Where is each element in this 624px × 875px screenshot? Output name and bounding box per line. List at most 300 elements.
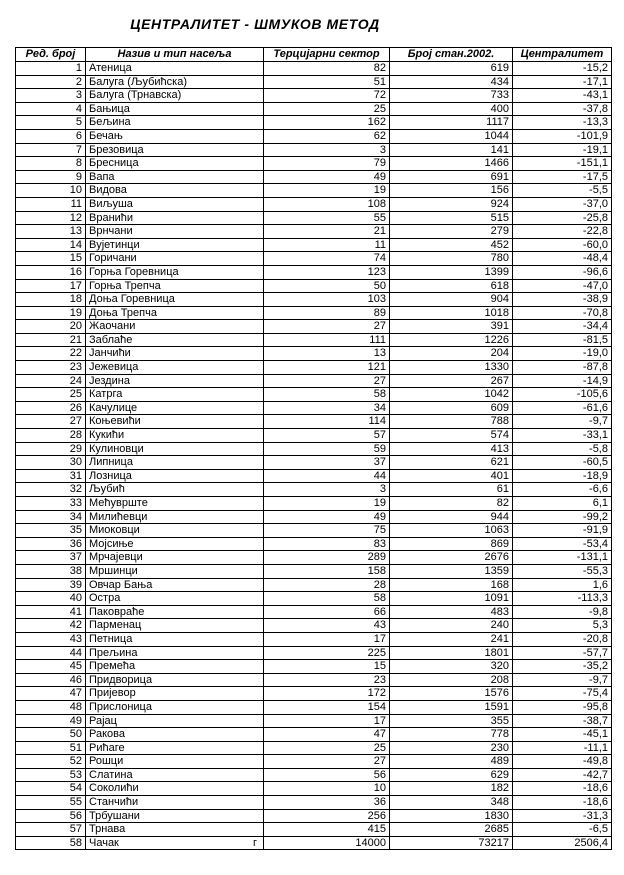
centrality-value: 1,6: [513, 578, 612, 592]
settlement-name: Остра: [89, 592, 121, 605]
tertiary-sector-value: 66: [264, 605, 390, 619]
table-row: [16, 293, 612, 307]
centrality-value: -37,8: [513, 102, 612, 116]
tertiary-sector-value: 43: [264, 619, 390, 633]
settlement-name: Прељина: [89, 646, 138, 659]
table-row: [16, 592, 612, 606]
settlement-name: Бресница: [89, 157, 139, 170]
settlement-name-cell: [86, 605, 264, 619]
centrality-value: -42,7: [513, 768, 612, 782]
settlement-name-cell: [86, 320, 264, 334]
tertiary-sector-value: 47: [264, 728, 390, 742]
population-value: 1117: [390, 116, 513, 130]
row-number: 39: [16, 578, 86, 592]
population-value: 619: [390, 62, 513, 76]
centrality-value: -31,3: [513, 809, 612, 823]
tertiary-sector-value: 172: [264, 687, 390, 701]
row-number: 58: [16, 836, 86, 850]
row-number: 9: [16, 170, 86, 184]
population-value: 1591: [390, 700, 513, 714]
row-number: 35: [16, 524, 86, 538]
tertiary-sector-value: 256: [264, 809, 390, 823]
row-number: 15: [16, 252, 86, 266]
settlement-name-cell: [86, 184, 264, 198]
centrality-value: -6,6: [513, 483, 612, 497]
table-row: [16, 809, 612, 823]
population-value: 778: [390, 728, 513, 742]
tertiary-sector-value: 13: [264, 347, 390, 361]
row-number: 5: [16, 116, 86, 130]
centrality-value: -37,0: [513, 197, 612, 211]
settlement-name: Горња Горевница: [89, 265, 179, 278]
settlement-name: Лозница: [89, 469, 132, 482]
row-number: 40: [16, 592, 86, 606]
population-value: 241: [390, 632, 513, 646]
centrality-value: -91,9: [513, 524, 612, 538]
row-number: 53: [16, 768, 86, 782]
row-number: 19: [16, 306, 86, 320]
population-value: 355: [390, 714, 513, 728]
settlement-name-cell: [86, 75, 264, 89]
table-row: [16, 578, 612, 592]
header-centrality: Централитет: [513, 48, 612, 62]
table-row: [16, 143, 612, 157]
centrality-value: -60,0: [513, 238, 612, 252]
header-settlement: Назив и тип насеља: [86, 48, 264, 62]
tertiary-sector-value: 51: [264, 75, 390, 89]
settlement-name: Соколиħи: [89, 782, 139, 795]
table-row: [16, 741, 612, 755]
centrality-value: -22,8: [513, 225, 612, 239]
row-number: 18: [16, 293, 86, 307]
centrality-value: -113,3: [513, 592, 612, 606]
centrality-value: -14,9: [513, 374, 612, 388]
population-value: 1830: [390, 809, 513, 823]
page-title: ЦЕНТРАЛИТЕТ - ШМУКОВ МЕТОД: [130, 16, 380, 32]
centrality-value: -38,7: [513, 714, 612, 728]
settlement-name: Горња Трепча: [89, 279, 161, 292]
settlement-type-note: г: [252, 836, 257, 849]
centrality-value: -9,7: [513, 415, 612, 429]
table-row: [16, 497, 612, 511]
header-number: Ред. број: [16, 48, 86, 62]
settlement-name-cell: [86, 333, 264, 347]
settlement-name-cell: [86, 469, 264, 483]
header-tertiary-sector: Терцијарни сектор: [264, 48, 390, 62]
tertiary-sector-value: 82: [264, 62, 390, 76]
tertiary-sector-value: 79: [264, 157, 390, 171]
tertiary-sector-value: 49: [264, 510, 390, 524]
settlement-name-cell: [86, 170, 264, 184]
centrality-value: -13,3: [513, 116, 612, 130]
table-row: [16, 333, 612, 347]
settlement-name-cell: [86, 483, 264, 497]
row-number: 6: [16, 129, 86, 143]
population-value: 452: [390, 238, 513, 252]
settlement-name: Вапа: [89, 170, 115, 183]
tertiary-sector-value: 23: [264, 673, 390, 687]
settlement-name-cell: [86, 660, 264, 674]
settlement-name: Станчиħи: [89, 796, 139, 809]
centrality-value: -25,8: [513, 211, 612, 225]
row-number: 37: [16, 551, 86, 565]
population-value: 279: [390, 225, 513, 239]
settlement-name-cell: [86, 687, 264, 701]
population-value: 240: [390, 619, 513, 633]
settlement-name-cell: [86, 388, 264, 402]
table-row: [16, 238, 612, 252]
population-value: 204: [390, 347, 513, 361]
settlement-name-cell: [86, 728, 264, 742]
table-row: [16, 388, 612, 402]
table-row: [16, 605, 612, 619]
settlement-name: Парменац: [89, 619, 142, 632]
table-row: [16, 728, 612, 742]
centrality-value: -19,0: [513, 347, 612, 361]
row-number: 22: [16, 347, 86, 361]
population-value: 629: [390, 768, 513, 782]
tertiary-sector-value: 44: [264, 469, 390, 483]
row-number: 1: [16, 62, 86, 76]
settlement-name: Горичани: [89, 252, 137, 265]
tertiary-sector-value: 19: [264, 184, 390, 198]
settlement-name-cell: [86, 537, 264, 551]
row-number: 10: [16, 184, 86, 198]
population-value: 400: [390, 102, 513, 116]
settlement-name-cell: [86, 619, 264, 633]
row-number: 23: [16, 361, 86, 375]
table-row: [16, 415, 612, 429]
settlement-name: Прислоница: [89, 700, 152, 713]
settlement-name: Рајац: [89, 714, 117, 727]
centrality-value: -99,2: [513, 510, 612, 524]
settlement-name-cell: [86, 524, 264, 538]
centrality-value: -18,9: [513, 469, 612, 483]
centrality-value: -45,1: [513, 728, 612, 742]
row-number: 21: [16, 333, 86, 347]
tertiary-sector-value: 74: [264, 252, 390, 266]
population-value: 489: [390, 755, 513, 769]
table-row: [16, 632, 612, 646]
table-row: [16, 89, 612, 103]
table-row: [16, 469, 612, 483]
centrality-value: -5,8: [513, 442, 612, 456]
population-value: 609: [390, 401, 513, 415]
tertiary-sector-value: 3: [264, 483, 390, 497]
row-number: 43: [16, 632, 86, 646]
row-number: 45: [16, 660, 86, 674]
tertiary-sector-value: 114: [264, 415, 390, 429]
centrality-value: -43,1: [513, 89, 612, 103]
tertiary-sector-value: 49: [264, 170, 390, 184]
tertiary-sector-value: 11: [264, 238, 390, 252]
settlement-name-cell: [86, 809, 264, 823]
settlement-name: Жаочани: [89, 320, 136, 333]
settlement-name-cell: [86, 768, 264, 782]
tertiary-sector-value: 37: [264, 456, 390, 470]
row-number: 44: [16, 646, 86, 660]
row-number: 2: [16, 75, 86, 89]
table-row: [16, 62, 612, 76]
tertiary-sector-value: 28: [264, 578, 390, 592]
settlement-name: Доња Трепча: [89, 306, 157, 319]
population-value: 691: [390, 170, 513, 184]
table-row: [16, 306, 612, 320]
centrality-value: -49,8: [513, 755, 612, 769]
row-number: 56: [16, 809, 86, 823]
settlement-name: Атеница: [89, 62, 132, 74]
table-row: [16, 755, 612, 769]
row-number: 30: [16, 456, 86, 470]
population-value: 401: [390, 469, 513, 483]
settlement-name: Миоковци: [89, 524, 140, 537]
settlement-name-cell: [86, 252, 264, 266]
tertiary-sector-value: 415: [264, 823, 390, 837]
table-row: [16, 170, 612, 184]
header-population-2002: Број стан.2002.: [390, 48, 513, 62]
centrality-value: -9,8: [513, 605, 612, 619]
centrality-value: 2506,4: [513, 836, 612, 850]
table-row: [16, 225, 612, 239]
row-number: 50: [16, 728, 86, 742]
settlement-name-cell: [86, 401, 264, 415]
population-value: 73217: [390, 836, 513, 850]
table-row: [16, 796, 612, 810]
population-value: 1330: [390, 361, 513, 375]
population-value: 2685: [390, 823, 513, 837]
table-row: [16, 252, 612, 266]
settlement-name: Бањица: [89, 102, 130, 115]
settlement-name: Јездина: [89, 374, 130, 387]
population-value: 208: [390, 673, 513, 687]
population-value: 82: [390, 497, 513, 511]
settlement-name: Кулиновци: [89, 442, 144, 455]
centrality-table: [15, 47, 612, 850]
population-value: 1801: [390, 646, 513, 660]
tertiary-sector-value: 158: [264, 564, 390, 578]
centrality-value: -53,4: [513, 537, 612, 551]
settlement-name-cell: [86, 497, 264, 511]
centrality-value: -60,5: [513, 456, 612, 470]
table-row: [16, 320, 612, 334]
row-number: 34: [16, 510, 86, 524]
centrality-value: -87,8: [513, 361, 612, 375]
centrality-value: -5,5: [513, 184, 612, 198]
row-number: 8: [16, 157, 86, 171]
population-value: 1063: [390, 524, 513, 538]
table-row: [16, 197, 612, 211]
table-row: [16, 700, 612, 714]
settlement-name-cell: [86, 782, 264, 796]
settlement-name-cell: [86, 265, 264, 279]
population-value: 621: [390, 456, 513, 470]
settlement-name: Коњевиħи: [89, 415, 141, 428]
table-row: [16, 442, 612, 456]
row-number: 25: [16, 388, 86, 402]
centrality-value: -19,1: [513, 143, 612, 157]
settlement-name-cell: [86, 836, 264, 850]
tertiary-sector-value: 154: [264, 700, 390, 714]
table-row: [16, 456, 612, 470]
tertiary-sector-value: 289: [264, 551, 390, 565]
settlement-name: Катрга: [89, 388, 123, 401]
centrality-value: -6,5: [513, 823, 612, 837]
row-number: 48: [16, 700, 86, 714]
settlement-name-cell: [86, 293, 264, 307]
settlement-name: Бељина: [89, 116, 131, 129]
settlement-name-cell: [86, 238, 264, 252]
settlement-name: Придворица: [89, 673, 153, 686]
centrality-value: -81,5: [513, 333, 612, 347]
settlement-name: Доња Горевница: [89, 293, 175, 306]
table-row: [16, 524, 612, 538]
tertiary-sector-value: 25: [264, 741, 390, 755]
tertiary-sector-value: 108: [264, 197, 390, 211]
settlement-name-cell: [86, 347, 264, 361]
settlement-name: Јежевица: [89, 361, 139, 374]
centrality-value: -17,5: [513, 170, 612, 184]
centrality-value: -70,8: [513, 306, 612, 320]
table-row: [16, 646, 612, 660]
settlement-name-cell: [86, 116, 264, 130]
table-row: [16, 347, 612, 361]
table-row: [16, 619, 612, 633]
settlement-name: Пријевор: [89, 687, 136, 700]
settlement-name-cell: [86, 306, 264, 320]
table-row: [16, 483, 612, 497]
tertiary-sector-value: 89: [264, 306, 390, 320]
tertiary-sector-value: 27: [264, 374, 390, 388]
table-row: [16, 564, 612, 578]
settlement-name-cell: [86, 564, 264, 578]
settlement-name-cell: [86, 442, 264, 456]
row-number: 4: [16, 102, 86, 116]
settlement-name: Видова: [89, 184, 127, 197]
row-number: 16: [16, 265, 86, 279]
table-row: [16, 660, 612, 674]
row-number: 7: [16, 143, 86, 157]
settlement-name: Бечањ: [89, 129, 123, 142]
table-row: [16, 129, 612, 143]
population-value: 904: [390, 293, 513, 307]
table-row: [16, 184, 612, 198]
population-value: 267: [390, 374, 513, 388]
tertiary-sector-value: 15: [264, 660, 390, 674]
row-number: 24: [16, 374, 86, 388]
settlement-name-cell: [86, 62, 264, 76]
population-value: 2676: [390, 551, 513, 565]
centrality-value: -15,2: [513, 62, 612, 76]
table-row: [16, 714, 612, 728]
settlement-name-cell: [86, 714, 264, 728]
population-value: 141: [390, 143, 513, 157]
table-body: [16, 62, 612, 850]
settlement-name-cell: [86, 225, 264, 239]
tertiary-sector-value: 162: [264, 116, 390, 130]
row-number: 54: [16, 782, 86, 796]
table-row: [16, 551, 612, 565]
table-header-row: [16, 48, 612, 62]
row-number: 42: [16, 619, 86, 633]
tertiary-sector-value: 50: [264, 279, 390, 293]
settlement-name-cell: [86, 796, 264, 810]
row-number: 26: [16, 401, 86, 415]
table-row: [16, 768, 612, 782]
row-number: 49: [16, 714, 86, 728]
settlement-name-cell: [86, 592, 264, 606]
row-number: 12: [16, 211, 86, 225]
centrality-value: -34,4: [513, 320, 612, 334]
population-value: 924: [390, 197, 513, 211]
tertiary-sector-value: 103: [264, 293, 390, 307]
row-number: 28: [16, 429, 86, 443]
settlement-name: Мрчајевци: [89, 551, 143, 564]
row-number: 46: [16, 673, 86, 687]
row-number: 17: [16, 279, 86, 293]
population-value: 1466: [390, 157, 513, 171]
settlement-name-cell: [86, 157, 264, 171]
settlement-name-cell: [86, 129, 264, 143]
tertiary-sector-value: 62: [264, 129, 390, 143]
population-value: 1044: [390, 129, 513, 143]
centrality-value: -20,8: [513, 632, 612, 646]
centrality-value: -151,1: [513, 157, 612, 171]
settlement-name-cell: [86, 279, 264, 293]
row-number: 11: [16, 197, 86, 211]
population-value: 780: [390, 252, 513, 266]
settlement-name-cell: [86, 456, 264, 470]
centrality-value: -35,2: [513, 660, 612, 674]
tertiary-sector-value: 55: [264, 211, 390, 225]
tertiary-sector-value: 14000: [264, 836, 390, 850]
population-value: 515: [390, 211, 513, 225]
settlement-name: Трнава: [89, 823, 126, 836]
settlement-name: Премеħа: [89, 660, 136, 673]
row-number: 51: [16, 741, 86, 755]
centrality-value: -38,9: [513, 293, 612, 307]
table-row: [16, 211, 612, 225]
centrality-value: -18,6: [513, 796, 612, 810]
tertiary-sector-value: 10: [264, 782, 390, 796]
row-number: 29: [16, 442, 86, 456]
settlement-name-cell: [86, 646, 264, 660]
population-value: 1042: [390, 388, 513, 402]
population-value: 944: [390, 510, 513, 524]
tertiary-sector-value: 25: [264, 102, 390, 116]
tertiary-sector-value: 34: [264, 401, 390, 415]
settlement-name: Враниħи: [89, 211, 134, 224]
population-value: 483: [390, 605, 513, 619]
tertiary-sector-value: 75: [264, 524, 390, 538]
table-row: [16, 673, 612, 687]
population-value: 1399: [390, 265, 513, 279]
tertiary-sector-value: 225: [264, 646, 390, 660]
table-row: [16, 116, 612, 130]
settlement-name-cell: [86, 361, 264, 375]
row-number: 20: [16, 320, 86, 334]
tertiary-sector-value: 56: [264, 768, 390, 782]
population-value: 1091: [390, 592, 513, 606]
settlement-name: Чачак: [89, 836, 119, 849]
settlement-name: Кукиħи: [89, 429, 125, 442]
settlement-name-cell: [86, 429, 264, 443]
centrality-value: -57,7: [513, 646, 612, 660]
settlement-name: Мојсиње: [89, 537, 134, 550]
settlement-name-cell: [86, 197, 264, 211]
settlement-name-cell: [86, 632, 264, 646]
population-value: 413: [390, 442, 513, 456]
settlement-name: Брезовица: [89, 143, 144, 156]
